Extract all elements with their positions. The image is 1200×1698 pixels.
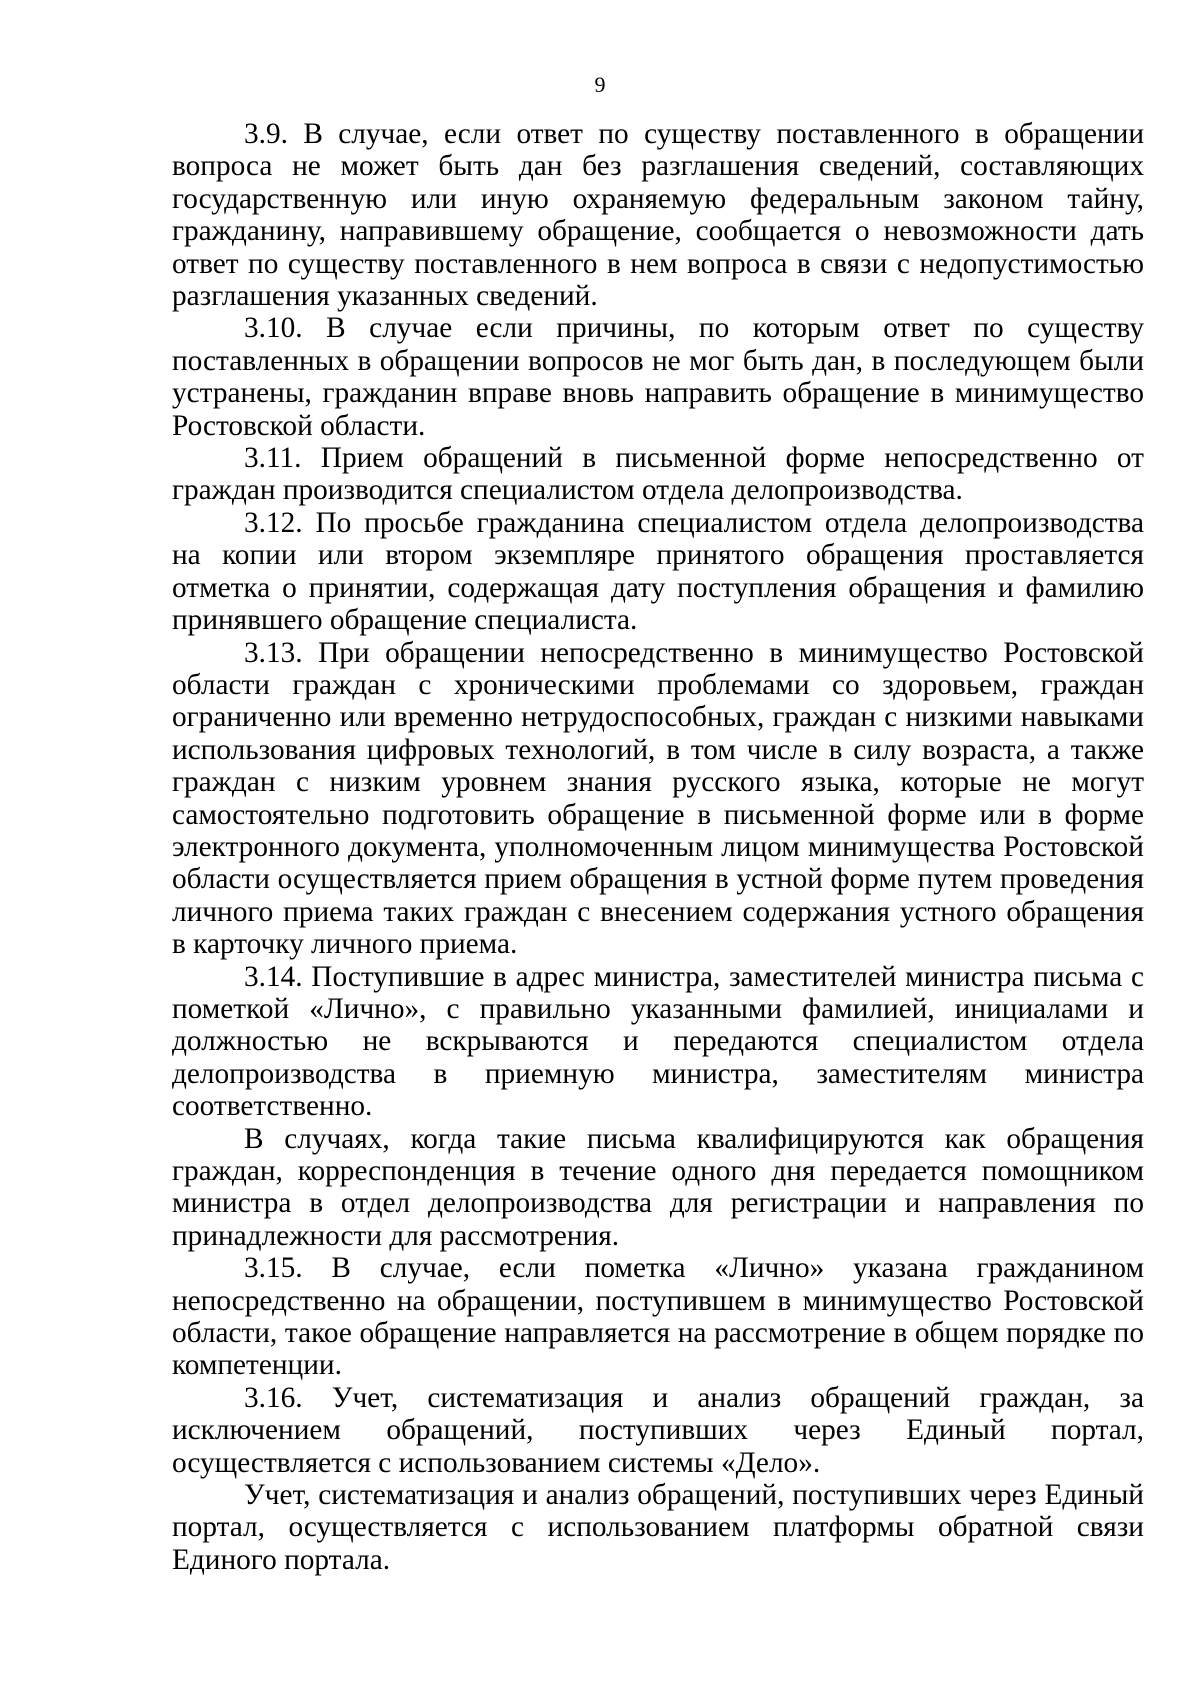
- paragraph-3-15: 3.15. В случае, если пометка «Лично» указана гражданином непосредственно на обращении, поступившем в минимущество Ростовской области, такое обращение направляется на рассмотрение в общем порядке по компетенции.: [172, 1252, 1144, 1382]
- paragraph-3-11: 3.11. Прием обращений в письменной форме непосредственно от граждан производится специалистом отдела делопроизводства.: [172, 442, 1144, 507]
- paragraph-3-9: 3.9. В случае, если ответ по существу поставленного в обращении вопроса не может быть дан без разглашения сведений, составляющих государственную или иную охраняемую федеральным законом тайну, гражданину, направившему обращение, сообщается о невозможности дать ответ по существу поставленного в нем вопроса в связи с недопустимостью разглашения указанных сведений.: [172, 118, 1144, 313]
- paragraph-3-13: 3.13. При обращении непосредственно в минимущество Ростовской области граждан с хроническими проблемами со здоровьем, граждан ограниченно или временно нетрудоспособных, граждан с низкими навыками использования цифровых технологий, в том числе в силу возраста, а также граждан с низким уровнем знания русского языка, которые не могут самостоятельно подготовить обращение в письменной форме или в форме электронного документа, уполномоченным лицом минимущества Ростовской области осуществляется прием обращения в устной форме путем проведения личного приема таких граждан с внесением содержания устного обращения в карточку личного приема.: [172, 636, 1144, 961]
- page-number: 9: [594, 72, 606, 97]
- paragraph-3-14-continued: В случаях, когда такие письма квалифицируются как обращения граждан, корреспонденция в течение одного дня передается помощником министра в отдел делопроизводства для регистрации и направления по принадлежности для рассмотрения.: [172, 1122, 1144, 1252]
- paragraph-3-14: 3.14. Поступившие в адрес министра, заместителей министра письма с пометкой «Лично», с правильно указанными фамилией, инициалами и должностью не вскрываются и передаются специалистом отдела делопроизводства в приемную министра, заместителям министра соответственно.: [172, 960, 1144, 1123]
- document-body: [172, 118, 1144, 1576]
- paragraph-3-16: 3.16. Учет, систематизация и анализ обращений граждан, за исключением обращений, поступивших через Единый портал, осуществляется с использованием системы «Дело».: [172, 1381, 1144, 1479]
- paragraph-3-10: 3.10. В случае если причины, по которым ответ по существу поставленных в обращении вопросов не мог быть дан, в последующем были устранены, гражданин вправе вновь направить обращение в минимущество Ростовской области.: [172, 312, 1144, 442]
- paragraph-3-12: 3.12. По просьбе гражданина специалистом отдела делопроизводства на копии или втором экземпляре принятого обращения проставляется отметка о принятии, содержащая дату поступления обращения и фамилию принявшего обращение специалиста.: [172, 506, 1144, 637]
- paragraph-3-16-continued: Учет, систематизация и анализ обращений, поступивших через Единый портал, осуществляется с использованием платформы обратной связи Единого портала.: [172, 1479, 1144, 1576]
